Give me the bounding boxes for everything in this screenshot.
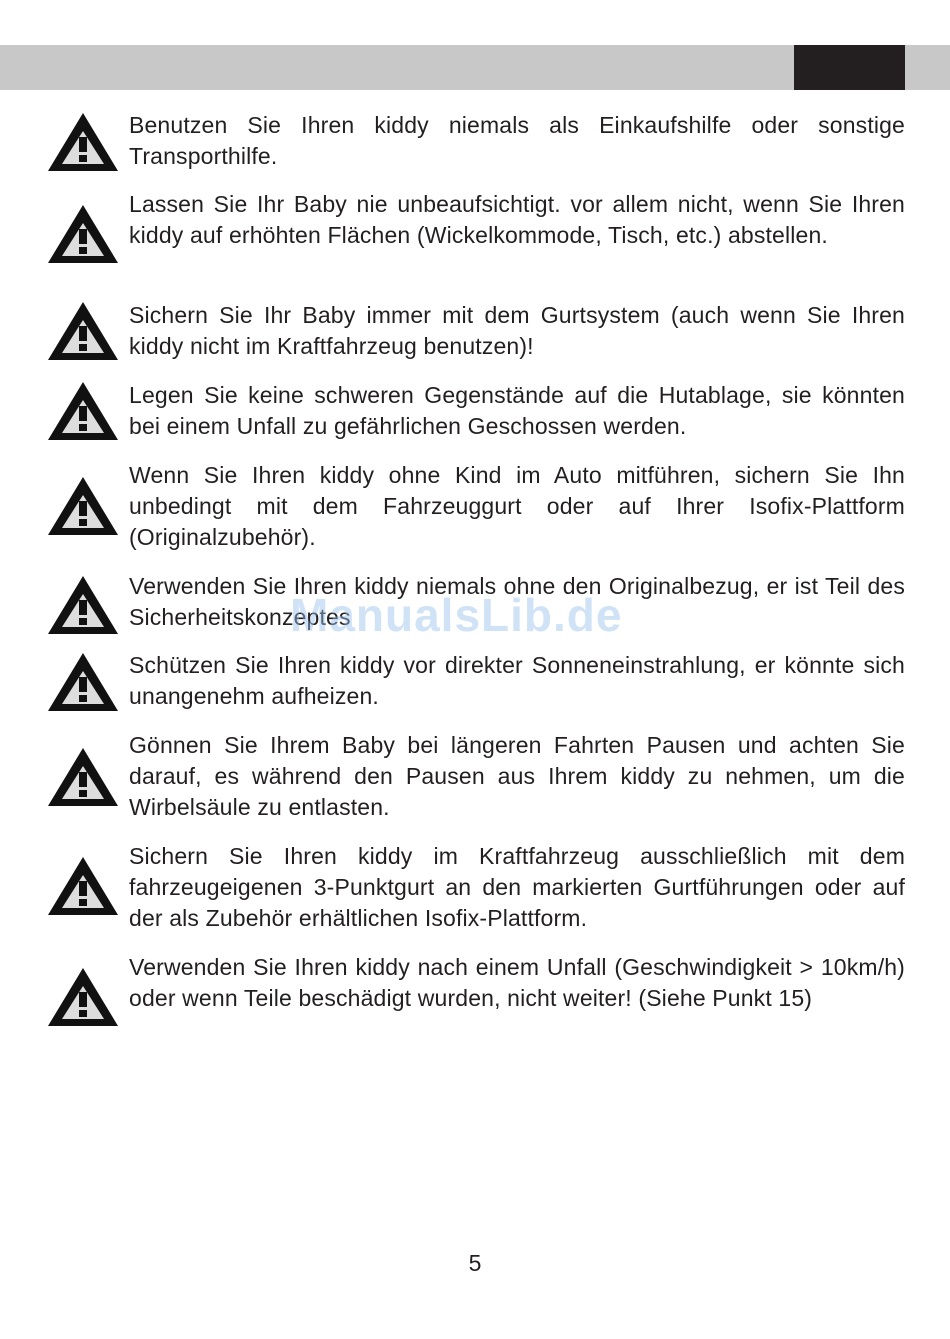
warning-text: Verwenden Sie Ihren kiddy nach einem Unfall (Geschwindigkeit > 10km/h) oder wenn Teile beschädigt wurden, nicht weiter! (Siehe Punkt 15) — [129, 954, 905, 1011]
warning-triangle-icon — [45, 110, 121, 174]
warning-triangle-icon — [45, 299, 121, 363]
warning-triangle-icon — [45, 965, 121, 1029]
warning-text: Schützen Sie Ihren kiddy vor direkter Sonneneinstrahlung, er könnte sich unangenehm aufheizen. — [129, 652, 905, 709]
header-dark-tab — [794, 45, 905, 90]
warning-triangle-icon — [45, 202, 121, 266]
warning-text: Legen Sie keine schweren Gegenstände auf die Hutablage, sie könnten bei einem Unfall zu gefährlichen Geschossen werden. — [129, 382, 905, 439]
page-number: 5 — [468, 1250, 482, 1276]
warning-triangle-icon — [45, 650, 121, 714]
warning-text: Sichern Sie Ihr Baby immer mit dem Gurtsystem (auch wenn Sie Ihren kiddy nicht im Kraftfahrzeug benutzen)! — [129, 302, 905, 359]
warning-text: Wenn Sie Ihren kiddy ohne Kind im Auto mitführen, sichern Sie Ihn unbedingt mit dem Fahrzeuggurt oder auf Ihrer Isofix-Plattform (Originalzubehör). — [129, 462, 905, 550]
warning-triangle-icon — [45, 379, 121, 443]
warning-text: Verwenden Sie Ihren kiddy niemals ohne den Originalbezug, er ist Teil des Sicherheitskonzeptes — [129, 573, 905, 630]
warning-text: Sichern Sie Ihren kiddy im Kraftfahrzeug ausschließlich mit dem fahrzeugeigenen 3-Punktgurt an den markierten Gurtführungen oder auf der als Zubehör erhältlichen Isofix-Plattform. — [129, 843, 905, 931]
warning-text: Gönnen Sie Ihrem Baby bei längeren Fahrten Pausen und achten Sie darauf, es während den Pausen aus Ihrem kiddy zu nehmen, um die Wirbelsäule zu entlasten. — [129, 732, 905, 820]
warning-triangle-icon — [45, 854, 121, 918]
warning-text: Benutzen Sie Ihren kiddy niemals als Einkaufshilfe oder sonstige Transporthilfe. — [129, 112, 905, 169]
watermark: ManualsLib.de — [290, 589, 623, 641]
warning-triangle-icon — [45, 745, 121, 809]
warning-text: Lassen Sie Ihr Baby nie unbeaufsichtigt. vor allem nicht, wenn Sie Ihren kiddy auf erhöhten Flächen (Wickelkommode, Tisch, etc.) abstellen. — [129, 191, 905, 248]
warning-triangle-icon — [45, 474, 121, 538]
warning-triangle-icon — [45, 573, 121, 637]
